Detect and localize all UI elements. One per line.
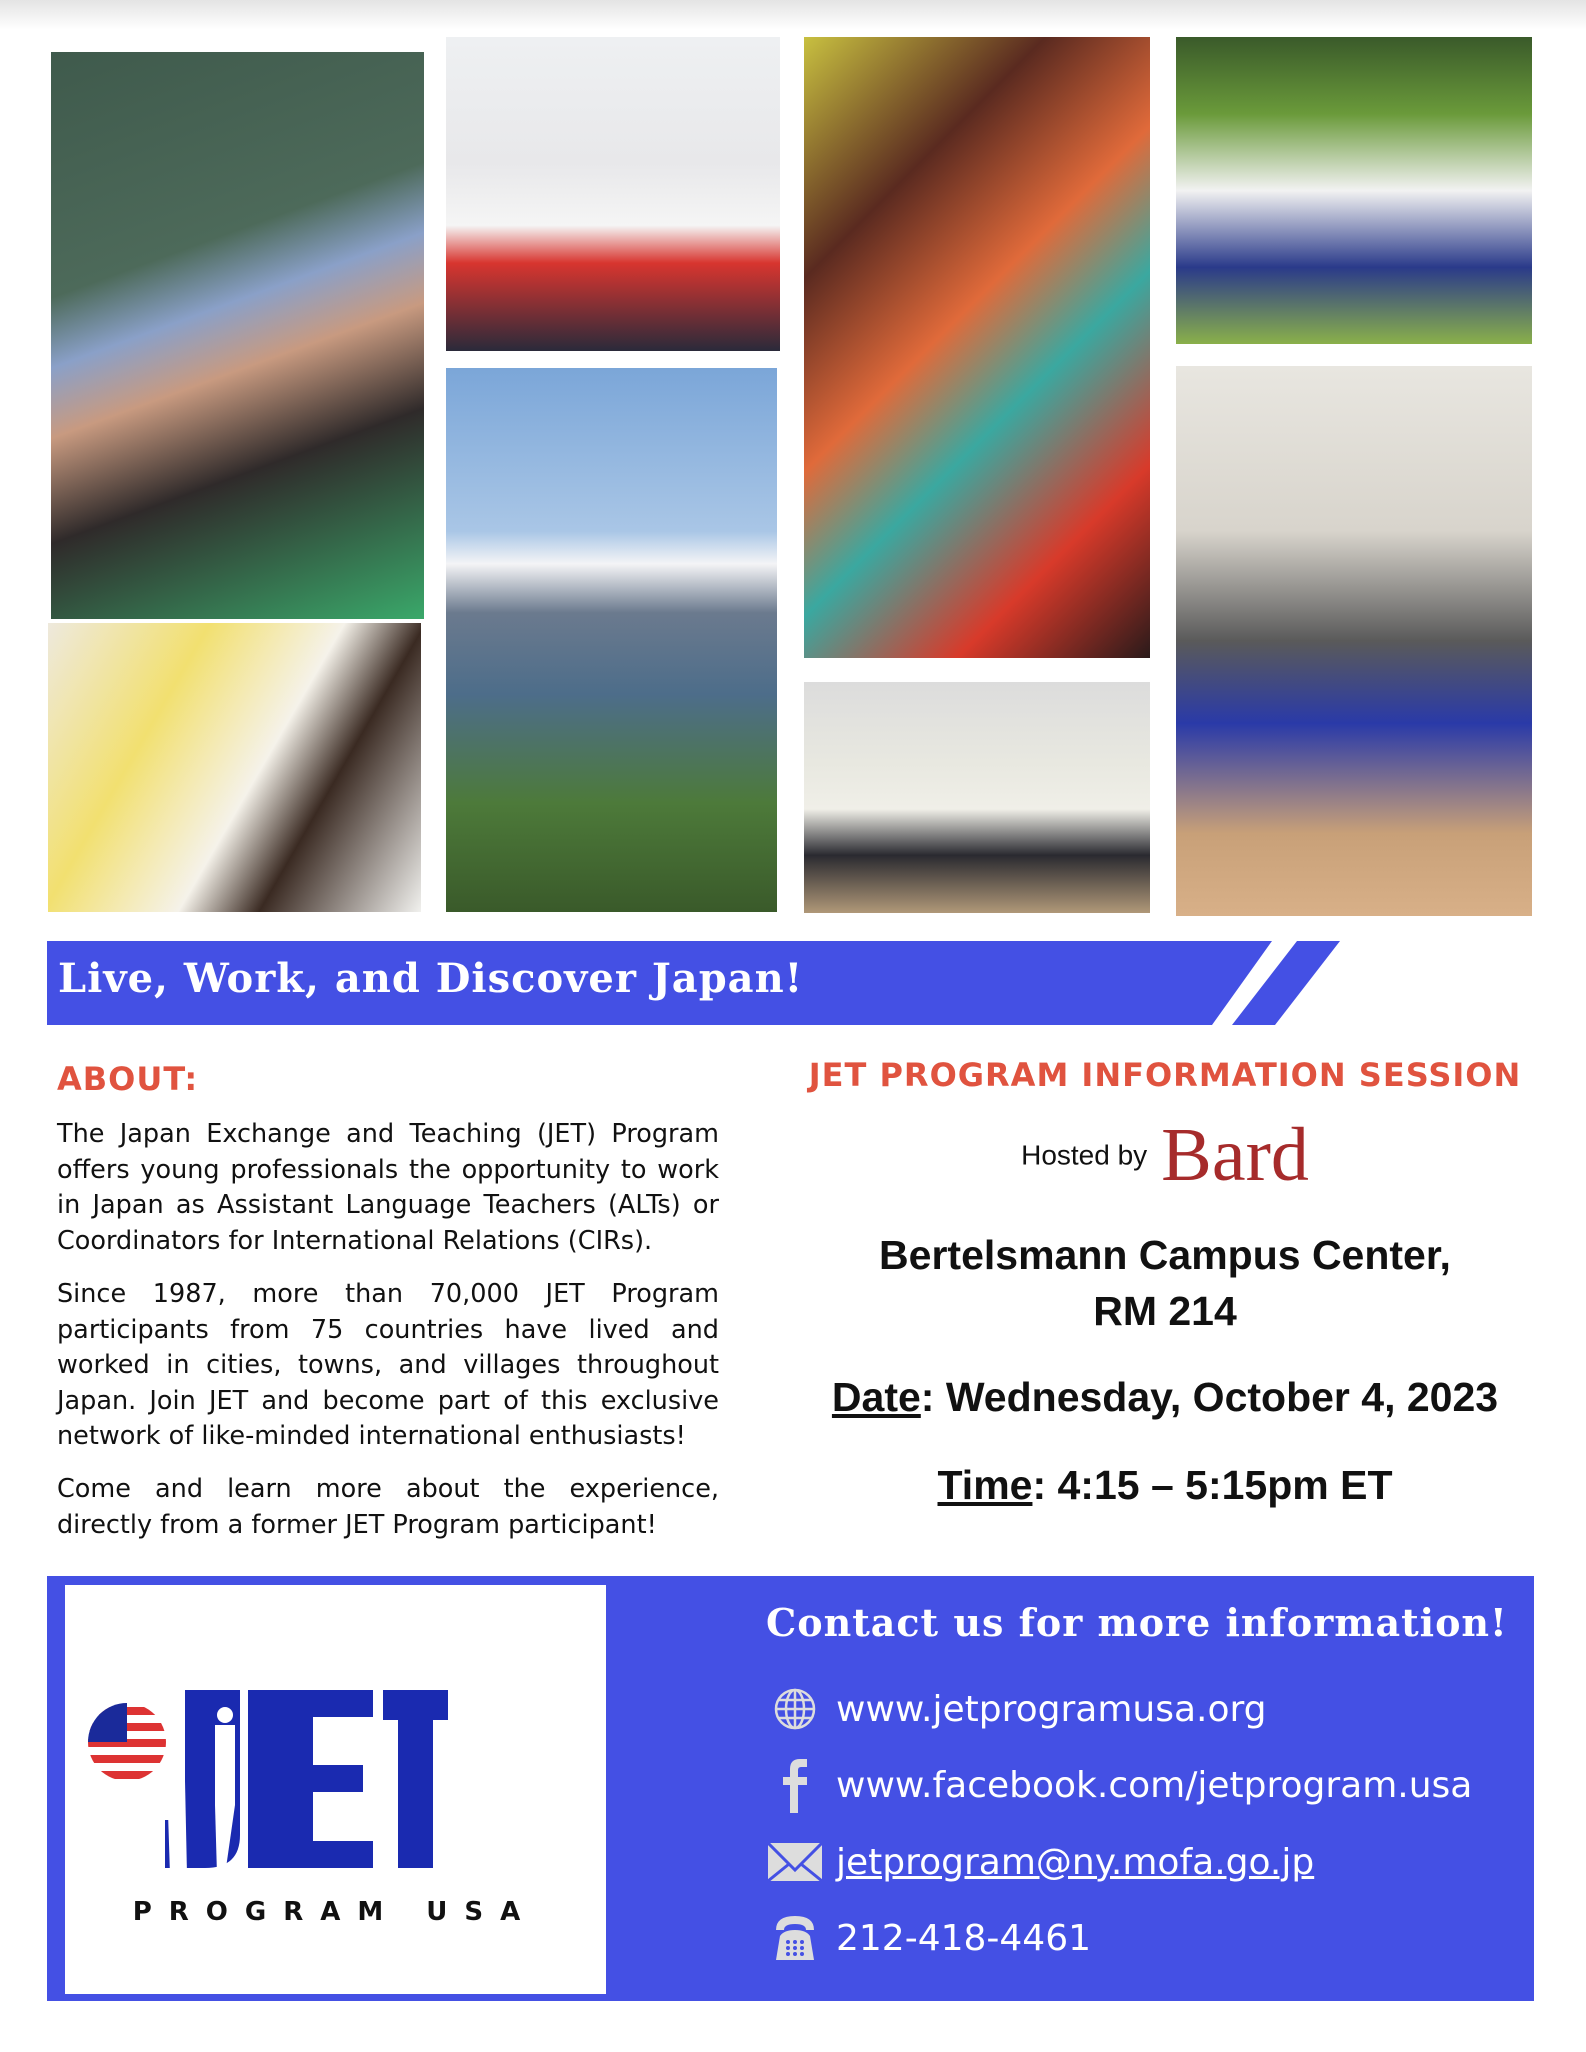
- photo-students-field: [1176, 37, 1532, 344]
- jet-logo-sub: PROGRAM USA: [132, 1897, 538, 1927]
- location-line1: Bertelsmann Campus Center,: [879, 1232, 1451, 1278]
- facebook-link[interactable]: www.facebook.com/jetprogram.usa: [836, 1764, 1473, 1806]
- facebook-icon: [766, 1760, 824, 1810]
- jet-logo-graphic: [65, 1585, 606, 1994]
- contact-email[interactable]: [766, 1837, 1314, 1887]
- email-link[interactable]: jetprogram@ny.mofa.go.jp: [836, 1841, 1315, 1883]
- photo-student-drawing: [48, 623, 421, 912]
- top-shadow: [0, 0, 1586, 30]
- photo-classroom-group: [804, 682, 1150, 913]
- phone-icon: [766, 1913, 824, 1963]
- location-line2: RM 214: [1093, 1288, 1237, 1334]
- contact-facebook[interactable]: [766, 1760, 1472, 1810]
- time-label: Time: [937, 1462, 1033, 1508]
- session-heading: JET PROGRAM INFORMATION SESSION: [808, 1056, 1522, 1094]
- banner-title: Live, Work, and Discover Japan!: [58, 955, 804, 1002]
- photo-teacher-chalkboard: [51, 52, 424, 619]
- session-time: [800, 1462, 1530, 1509]
- website-link[interactable]: www.jetprogramusa.org: [836, 1688, 1267, 1730]
- about-paragraph: Come and learn more about the experience, directly from a former JET Program participant!: [57, 1474, 719, 1540]
- globe-icon: [766, 1684, 824, 1734]
- session-date: [800, 1374, 1530, 1421]
- contact-heading: Contact us for more information!: [766, 1600, 1508, 1645]
- about-paragraph: Since 1987, more than 70,000 JET Program participants from 75 countries have lived and worked in cities, towns, and villages throughout Japan. Join JET and become part of this exclusive network of like-minded international enthusiasts!: [57, 1279, 719, 1451]
- hosted-by-label: Hosted by: [1021, 1139, 1148, 1171]
- contact-phone[interactable]: [766, 1913, 1091, 1963]
- date-value: : Wednesday, October 4, 2023: [920, 1374, 1499, 1420]
- contact-website[interactable]: [766, 1684, 1267, 1734]
- phone-number[interactable]: 212-418-4461: [836, 1917, 1092, 1959]
- about-heading: ABOUT:: [57, 1060, 199, 1098]
- time-value: : 4:15 – 5:15pm ET: [1032, 1462, 1393, 1508]
- bard-logo: Bard: [1161, 1113, 1309, 1197]
- date-label: Date: [831, 1374, 921, 1420]
- jet-logo: [65, 1585, 606, 1994]
- photo-kids-peace-sign: [446, 37, 780, 351]
- photo-mount-fuji: [446, 368, 777, 912]
- photo-nebuta-float: [804, 37, 1150, 658]
- photo-teacher-school-hall: [1176, 366, 1532, 916]
- envelope-icon: [766, 1837, 824, 1887]
- hosted-by: [800, 1112, 1530, 1199]
- about-paragraph: The Japan Exchange and Teaching (JET) Program offers young professionals the opportunity to work in Japan as Assistant Language Teachers (ALTs) or Coordinators for International Relations (CIRs).: [57, 1119, 719, 1256]
